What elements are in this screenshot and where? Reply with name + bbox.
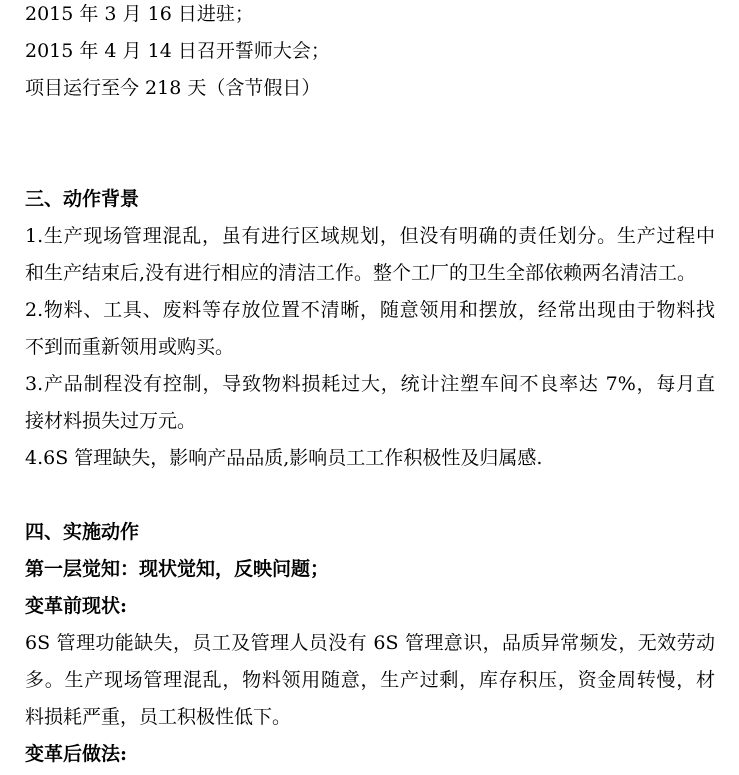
paragraph-line: 接材料损失过万元。 [25,410,197,432]
intro-duration-line: 项目运行至今 218 天（含节假日） [25,77,321,99]
blank-line [25,107,715,144]
paragraph-line: 1.生产现场管理混乱，虽有进行区域规划，但没有明确的责任划分。生产过程中 [25,225,715,247]
section-heading-implementation: 四、实施动作 [25,521,140,543]
paragraph-line: 和生产结束后,没有进行相应的清洁工作。整个工厂的卫生全部依赖两名清洁工。 [25,262,697,284]
paragraph-line: 不到而重新领用或购买。 [25,336,235,358]
level1-awareness-line: 第一层觉知：现状觉知，反映问题； [25,558,330,580]
intro-date-line: 2015 年 3 月 16 日进驻； [25,3,254,25]
paragraph-line: 料损耗严重，员工积极性低下。 [25,706,292,728]
blank-line [25,477,715,514]
paragraph-line: 2.物料、工具、废料等存放位置不清晰，随意领用和摆放，经常出现由于物料找 [25,299,715,321]
paragraph-line: 4.6S 管理缺失，影响产品品质,影响员工工作积极性及归属感. [25,447,543,469]
section-heading-background: 三、动作背景 [25,188,140,210]
before-change-label: 变革前现状: [25,595,128,617]
after-change-label: 变革后做法: [25,743,128,765]
paragraph-line: 3.产品制程没有控制，导致物料损耗过大，统计注塑车间不良率达 7%，每月直 [25,373,715,395]
paragraph-line: 多。生产现场管理混乱，物料领用随意，生产过剩，库存积压，资金周转慢，材 [25,669,715,691]
intro-date-line: 2015 年 4 月 14 日召开誓师大会； [25,40,330,62]
blank-line [25,144,715,181]
paragraph-line: 6S 管理功能缺失，员工及管理人员没有 6S 管理意识，品质异常频发，无效劳动 [25,632,715,654]
document-content [25,0,715,773]
